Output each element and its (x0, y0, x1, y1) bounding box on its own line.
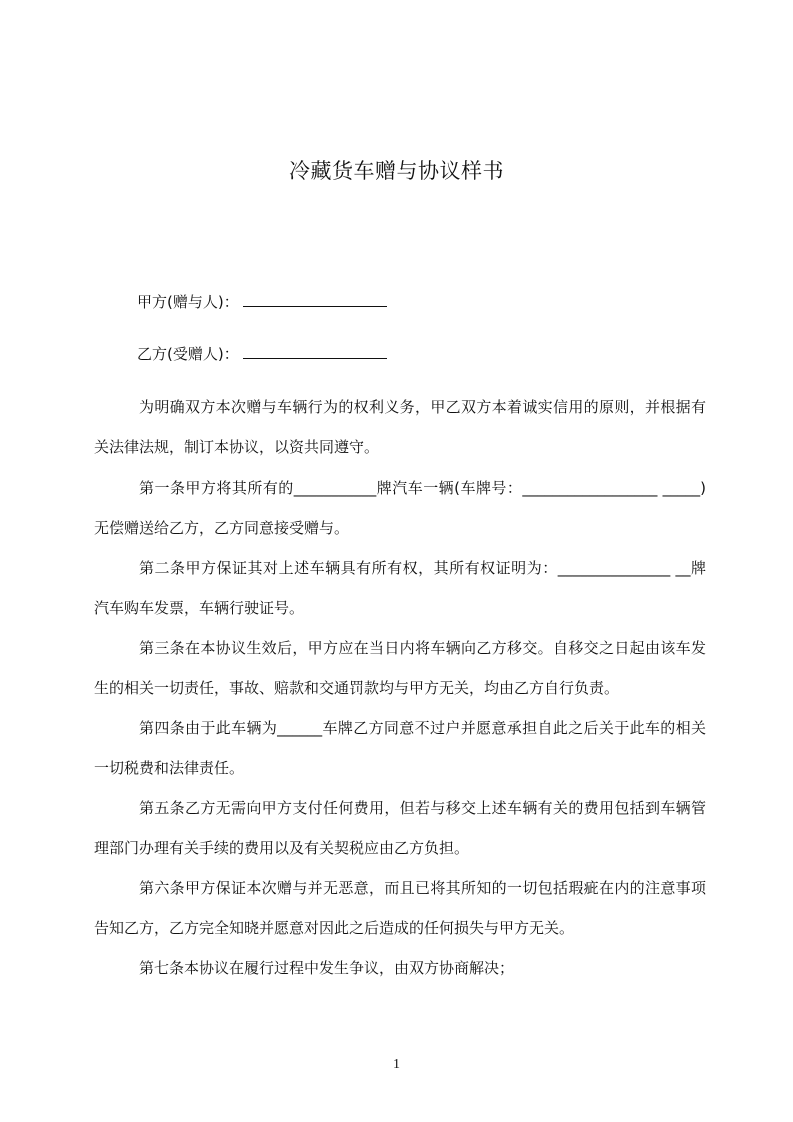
page-title: 冷藏货车赠与协议样书 (289, 159, 504, 184)
article-5-paragraph: 第五条乙方无需向甲方支付任何费用，但若与移交上述车辆有关的费用包括到车辆管理部门办理有关手续的费用以及有关契税应由乙方负担。 (94, 799, 706, 857)
article-3-paragraph: 第三条在本协议生效后，甲方应在当日内将车辆向乙方移交。自移交之日起由该车发生的相关一切责任，事故、赔款和交通罚款均与甲方无关，均由乙方自行负责。 (94, 639, 706, 697)
party-a-blank (243, 292, 387, 307)
preamble-paragraph: 为明确双方本次赠与车辆行为的权利义务，甲乙双方本着诚实信用的原则，并根据有关法律法规，制订本协议，以资共同遵守。 (94, 398, 706, 456)
article-7-paragraph: 第七条本协议在履行过程中发生争议，由双方协商解决； (139, 959, 515, 977)
article-1-paragraph: 第一条甲方将其所有的___________牌汽车一辆(车牌号：__________________ _____)无偿赠送给乙方，乙方同意接受赠与。 (94, 479, 706, 537)
party-a-line (137, 292, 387, 312)
article-2-paragraph: 第二条甲方保证其对上述车辆具有所有权，其所有权证明为：_______________ __牌汽车购车发票，车辆行驶证号。 (94, 559, 706, 617)
article-6-paragraph: 第六条甲方保证本次赠与并无恶意，而且已将其所知的一切包括瑕疵在内的注意事项告知乙方，乙方完全知晓并愿意对因此之后造成的任何损失与甲方无关。 (94, 879, 706, 937)
party-b-blank (243, 344, 387, 359)
party-b-line (137, 344, 387, 364)
article-4-paragraph: 第四条由于此车辆为______车牌乙方同意不过户并愿意承担自此之后关于此车的相关一切税费和法律责任。 (94, 719, 706, 777)
party-a-label: 甲方(赠与人)： (137, 293, 239, 311)
party-b-label: 乙方(受赠人)： (137, 345, 239, 363)
page-number: 1 (393, 1057, 400, 1072)
